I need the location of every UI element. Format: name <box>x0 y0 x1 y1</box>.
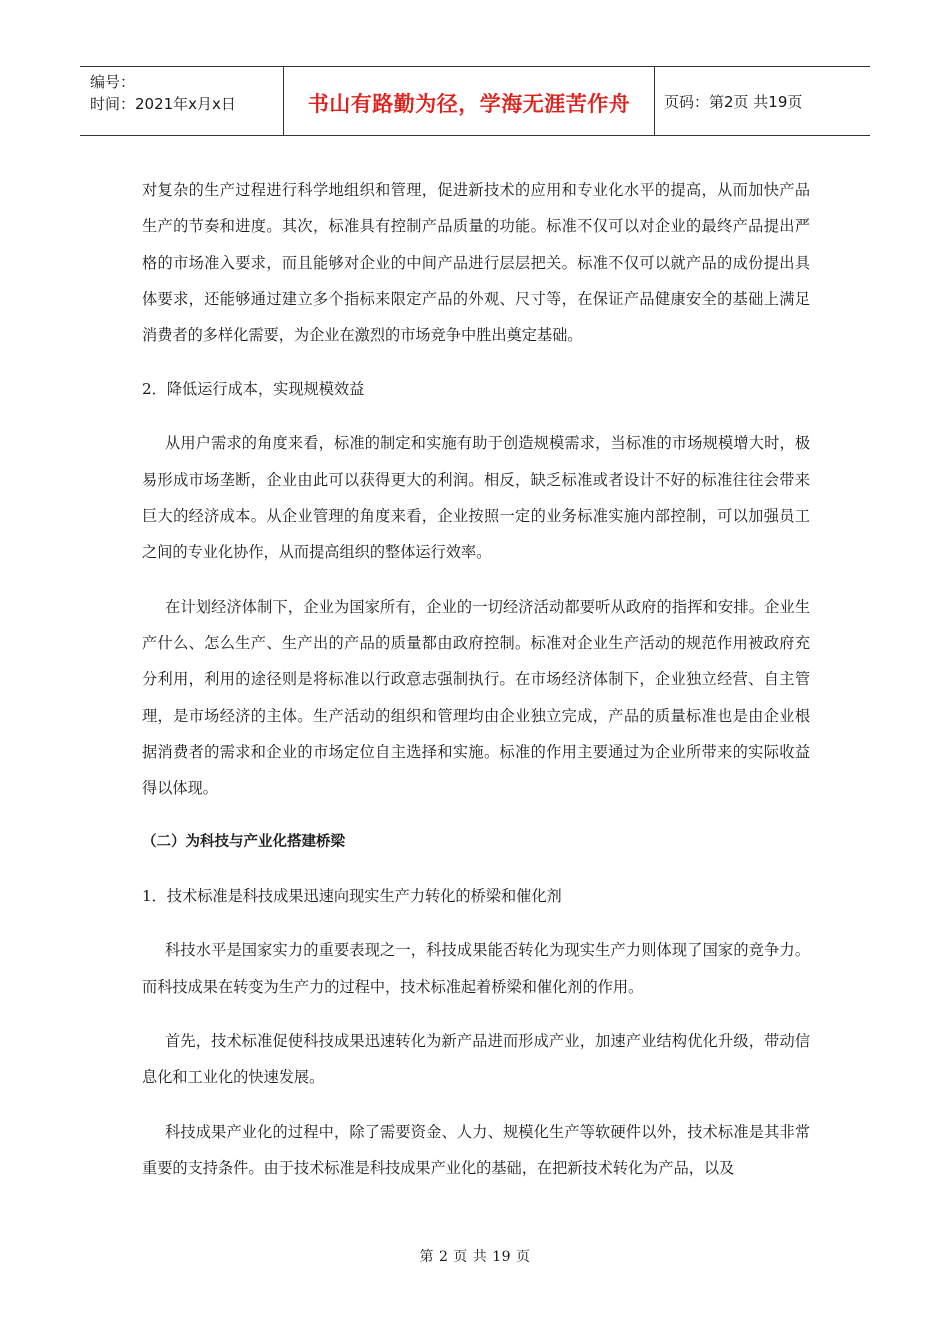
document-date-label: 时间：2021年x月x日 <box>90 95 236 113</box>
header-info-cell <box>80 67 283 135</box>
header-page-number: 页码：第2页 共19页 <box>664 92 803 111</box>
header-page-cell <box>655 67 870 135</box>
document-header <box>80 66 870 136</box>
paragraph-planned-economy: 在计划经济体制下，企业为国家所有，企业的一切经济活动都要听从政府的指挥和安排。企业生产什么、怎么生产、生产出的产品的质量都由政府控制。标准对企业生产活动的规范作用被政府充分利用，利用的途径则是将标准以行政意志强制执行。在市场经济体制下，企业独立经营、自主管理，是市场经济的主体。生产活动的组织和管理均由企业独立完成，产品的质量标准也是由企业根据消费者的需求和企业的市场定位自主选择和实施。标准的作用主要通过为企业所带来的实际收益得以体现。 <box>142 597 810 798</box>
paragraph-industrialization: 科技成果产业化的过程中，除了需要资金、人力、规模化生产等软硬件以外，技术标准是其非常重要的支持条件。由于技术标准是科技成果产业化的基础，在把新技术转化为产品，以及 <box>142 1122 810 1177</box>
subheading-technical-standards: 1．技术标准是科技成果迅速向现实生产力转化的桥梁和催化剂 <box>142 887 562 906</box>
header-motto-cell <box>283 67 655 135</box>
paragraph-first: 首先，技术标准促使科技成果迅速转化为新产品进而形成产业，加速产业结构优化升级，带动信息化和工业化的快速发展。 <box>142 1032 810 1087</box>
paragraph-tech-level: 科技水平是国家实力的重要表现之一，科技成果能否转化为现实生产力则体现了国家的竞争力。而科技成果在转变为生产力的过程中，技术标准起着桥梁和催化剂的作用。 <box>142 941 810 996</box>
page-footer: 第 2 页 共 19 页 <box>419 1249 531 1265</box>
header-motto: 书山有路勤为径，学海无涯苦作舟 <box>307 92 631 116</box>
document-number-label: 编号： <box>90 73 136 91</box>
subheading-reduce-costs: 2．降低运行成本，实现规模效益 <box>142 380 365 399</box>
paragraph-user-demand: 从用户需求的角度来看，标准的制定和实施有助于创造规模需求，当标准的市场规模增大时，极易形成市场垄断，企业由此可以获得更大的利润。相反，缺乏标准或者设计不好的标准往往会带来巨大的经济成本。从企业管理的角度来看，企业按照一定的业务标准实施内部控制，可以加强员工之间的专业化协作，从而提高组织的整体运行效率。 <box>142 434 810 562</box>
paragraph-continuation: 对复杂的生产过程进行科学地组织和管理，促进新技术的应用和专业化水平的提高，从而加快产品生产的节奏和进度。其次，标准具有控制产品质量的功能。标准不仅可以对企业的最终产品提出严格的市场准入要求，而且能够对企业的中间产品进行层层把关。标准不仅可以就产品的成份提出具体要求，还能够通过建立多个指标来限定产品的外观、尺寸等，在保证产品健康安全的基础上满足消费者的多样化需要，为企业在激烈的市场竞争中胜出奠定基础。 <box>142 181 810 345</box>
document-body <box>142 172 810 1186</box>
section-heading-bridge: （二）为科技与产业化搭建桥梁 <box>142 834 345 851</box>
